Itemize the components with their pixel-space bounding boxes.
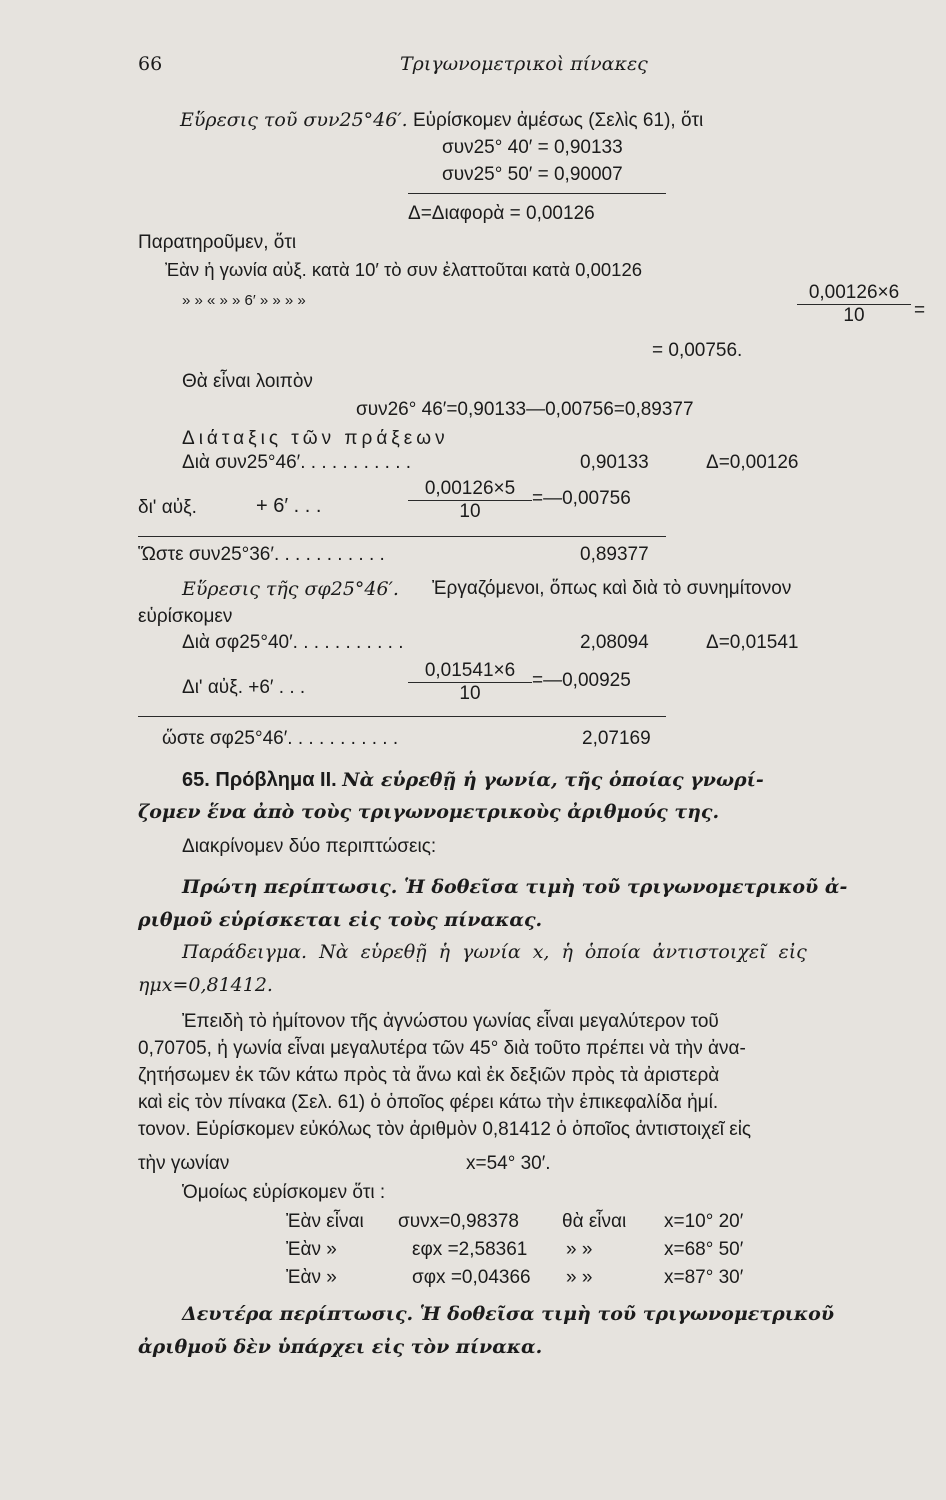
second-case-line-2: ἀριθμοῦ δὲν ὑπάρχει εἰς τὸν πίνακα. [138,1336,543,1358]
cot-aux-label: Δι' αὐξ. +6′ . . . [182,677,306,698]
example-row-3-b: σφx =0,04366 [412,1267,531,1288]
example-row-2-c: » » [566,1239,593,1260]
running-title: Τριγωνομετρικοὶ πίνακες [400,53,648,75]
explanation-line-3: ζητήσωμεν ἐκ τῶν κάτω πρὸς τὰ ἄνω καὶ ἐκ δεξιῶν πρὸς τὰ ἀριστερὰ [138,1065,720,1086]
cos-observe: Παρατηροῦμεν, ὅτι [138,232,297,253]
example-row-2-b: εφx =2,58361 [412,1239,528,1260]
cot-rule [138,716,666,717]
cos-fraction-numerator: 0,00126×6 [797,282,911,305]
first-case-line-1: Πρώτη περίπτωσις. Ἡ δοθεῖσα τιμὴ τοῦ τριγωνομετρικοῦ ἀ- [182,876,848,898]
cot-hoste-label: ὥστε σφ25°46′. . . . . . . . . . . [162,728,399,749]
example-row-2-a: Ἐὰν » [286,1239,337,1260]
explanation-paragraph [138,1008,932,1143]
example-line-2: ημx=0,81412. [138,974,273,996]
example-row-3-d: x=87° 30′ [664,1267,744,1288]
example-row-3-a: Ἐὰν » [286,1267,337,1288]
cos-rule-2 [138,536,666,537]
explanation-line-6b: x=54° 30′. [466,1153,551,1174]
problem-cases: Διακρίνομεν δύο περιπτώσεις: [182,836,437,857]
example-line-1: Παράδειγμα. Νὰ εὑρεθῇ ἡ γωνία x, ἡ ὁποία ἀντιστοιχεῖ εἰς [182,941,807,963]
cos-aux-value: =—0,00756 [532,488,631,509]
cos-eq-sign: = [914,300,926,321]
cos-final-equation: συν26° 46′=0,90133—0,00756=0,89377 [356,399,694,420]
cos-layout-title: Διάταξις τῶν πράξεων [182,428,449,449]
example-row-3-c: » » [566,1267,593,1288]
cot-aux-fraction [408,660,532,705]
cos-dia-label: Διὰ συν25°46′. . . . . . . . . . . [182,452,412,473]
page-number: 66 [138,53,163,75]
problem-number: 65. [182,769,210,791]
cot-dia-label: Διὰ σφ25°40′. . . . . . . . . . . [182,632,404,653]
cos-dia-delta: Δ=0,00126 [706,452,799,473]
example-row-2-d: x=68° 50′ [664,1239,744,1260]
cot-intro-2: εὑρίσκομεν [138,606,233,627]
similar-line: Ὁμοίως εὑρίσκομεν ὅτι : [182,1182,386,1203]
problem-text-2: ζομεν ἕνα ἀπὸ τοὺς τριγωνομετρικοὺς ἀριθμούς της. [138,801,720,823]
second-case-line-1: Δευτέρα περίπτωσις. Ἡ δοθεῖσα τιμὴ τοῦ τριγωνομετρικοῦ [182,1303,835,1325]
cos-aux-label: δι' αὐξ. [138,497,197,518]
cos-rule-text: Ἐὰν ἡ γωνία αὐξ. κατὰ 10′ τὸ συν ἐλαττοῦται κατὰ 0,00126 [165,259,643,280]
cot-aux-value: =—0,00925 [532,670,631,691]
cos-intro: Εὑρίσκομεν ἀμέσως (Σελὶς 61), ὅτι [412,110,704,131]
cot-aux-numerator: 0,01541×6 [408,660,532,683]
cos-row-2: συν25° 50′ = 0,90007 [442,164,623,185]
cos-hoste-value: 0,89377 [580,544,649,565]
cot-title: Εὕρεσις τῆς σφ25°46′. [182,578,399,600]
problem-label: Πρόβλημα II. [215,769,337,791]
example-row-1-d: x=10° 20′ [664,1211,744,1232]
example-row-1-a: Ἐὰν εἶναι [286,1211,364,1232]
cot-hoste-value: 2,07169 [582,728,651,749]
cos-result: = 0,00756. [652,340,743,361]
explanation-line-5: τονον. Εὑρίσκομεν εὐκόλως τὸν ἀριθμὸν 0,81412 ὁ ὁποῖος ἀντιστοιχεῖ εἰς [138,1119,752,1140]
example-row-1-b: συνx=0,98378 [398,1211,519,1232]
explanation-line-1: Ἐπειδὴ τὸ ἡμίτονον τῆς ἀγνώστου γωνίας εἶναι μεγαλύτερον τοῦ [182,1011,719,1032]
explanation-line-6a: τὴν γωνίαν [138,1153,230,1174]
problem-text-1: Νὰ εὑρεθῇ ἡ γωνία, τῆς ὁποίας γνωρί- [342,769,764,791]
example-row-1-c: θὰ εἶναι [562,1211,627,1232]
cos-dia-value: 0,90133 [580,452,649,473]
cos-row-1: συν25° 40′ = 0,90133 [442,137,623,158]
cos-difference: Δ=Διαφορὰ = 0,00126 [408,203,595,224]
cot-intro: Ἐργαζόμενοι, ὅπως καὶ διὰ τὸ συνημίτονον [432,578,792,599]
first-case-line-2: ριθμοῦ εὑρίσκεται εἰς τοὺς πίνακας. [138,909,543,931]
cos-fraction-denominator: 10 [843,305,865,326]
explanation-line-2: 0,70705, ἡ γωνία εἶναι μεγαλυτέρα τῶν 45° διὰ τοῦτο πρέπει νὰ τὴν ἀνα- [138,1038,746,1059]
cos-rule-1 [408,193,666,194]
cos-hoste-label: Ὥστε συν25°36′. . . . . . . . . . . [138,544,385,565]
cot-dia-value: 2,08094 [580,632,649,653]
cos-aux-numerator: 0,00126×5 [408,478,532,501]
cos-fraction [797,282,911,327]
cos-aux-plus: + 6′ . . . [256,495,322,517]
cos-aux-denominator: 10 [459,501,481,522]
cos-aux-fraction [408,478,532,523]
cot-aux-denominator: 10 [459,683,481,704]
cos-ditto-line: » » « » » 6′ » » » » [182,292,306,309]
cot-dia-delta: Δ=0,01541 [706,632,799,653]
cos-title: Εὕρεσις τοῦ συν25°46′. [180,109,408,131]
explanation-line-4: καὶ εἰς τὸν πίνακα (Σελ. 61) ὁ ὁποῖος φέρει κάτω τὴν ἐπικεφαλίδα ἡμί. [138,1092,719,1113]
cos-therefore: Θὰ εἶναι λοιπὸν [182,371,313,392]
cos-section-heading [180,108,703,133]
problem-heading [182,768,764,792]
